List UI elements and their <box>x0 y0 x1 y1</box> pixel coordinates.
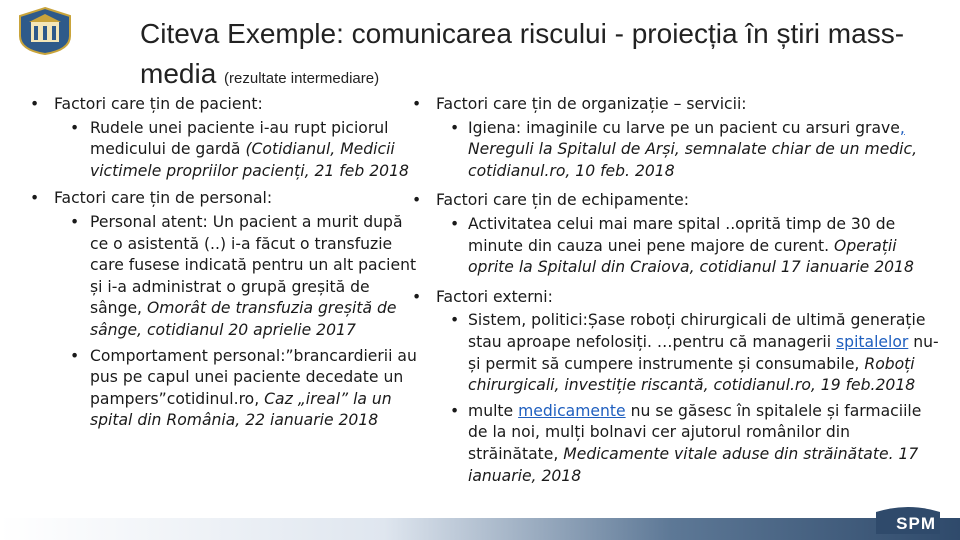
heading-organizatie: • Factori care țin de organizație – servicii: <box>412 94 942 116</box>
item-text-cont: nu se găsesc în spitalele și farmaciile de la noi, mulți bolnavi cer ajutorul românilor din străinătate, <box>468 401 922 463</box>
list-item <box>70 212 422 342</box>
item-source: Omorât de transfuzia greșită de sânge, cotidianul 20 aprielie 2017 <box>90 299 397 339</box>
list-item <box>70 346 422 432</box>
list-item <box>70 118 422 183</box>
heading-externi: • Factori externi: <box>412 287 942 309</box>
item-text: Rudele unei paciente i-au rupt piciorul medicului de gardă <box>90 118 389 159</box>
item-text: Sistem, politici:Șase roboți chirurgicali de ultimă generație stau aproape nefolosiți. …pentru că managerii <box>468 311 926 351</box>
item-punct: , <box>899 118 905 137</box>
section-externi <box>412 287 942 487</box>
heading-personal: • Factori care țin de personal: <box>30 188 422 210</box>
spm-logo-text: SPM <box>896 514 936 533</box>
item-text: Igiena: imaginile cu larve pe un pacient cu arsuri grave <box>468 118 900 137</box>
item-text: Comportament personal:”brancardierii au pus pe capul unei paciente decedate un pampers”cotidinul.ro, <box>90 346 417 408</box>
item-source: Medicamente vitale aduse din străinătate. 17 ianuarie, 2018 <box>468 444 919 485</box>
heading-echipamente: • Factori care țin de echipamente: <box>412 190 942 212</box>
item-text: Personal atent: Un pacient a murit după ce o asistentă (..) i-a făcut o transfuzie care fusese indicată pentru un alt pacient și i-a administrat o grupă greșită de sânge, <box>90 212 417 318</box>
item-text: multe <box>468 401 514 420</box>
item-source: (Cotidianul, Medicii victimele propriilor pacienți, 21 feb 2018 <box>90 140 409 180</box>
title-main: Citeva Exemple: comunicarea riscului - proiecția în știri mass-media <box>140 18 905 89</box>
title-sub: (rezultate intermediare) <box>224 70 380 87</box>
item-source: Caz „ireal” la un spital din România, 22 ianuarie 2018 <box>90 389 392 430</box>
section-personal <box>30 188 422 432</box>
link-spitalelor[interactable]: spitalelor <box>836 332 909 351</box>
section-echipamente <box>412 190 942 278</box>
list-item <box>450 214 942 279</box>
list-item <box>450 118 942 183</box>
item-source: Nereguli la Spitalul de Arși, semnalate chiar de un medic, cotidianul.ro, 10 feb. 2018 <box>468 140 918 180</box>
link-medicamente[interactable]: medicamente <box>518 401 626 420</box>
list-item <box>450 401 942 487</box>
institution-crest-icon <box>16 6 74 56</box>
footer-bar <box>0 518 960 540</box>
item-source: Roboți chirurgicali, investiție riscantă, cotidianul.ro, 19 feb.2018 <box>468 354 916 395</box>
list-item <box>450 310 942 396</box>
left-column <box>30 94 422 436</box>
item-text-cont: nu-și permit să cumpere instrumente și consumabile, <box>468 332 939 373</box>
page-title <box>140 14 940 99</box>
section-organizatie <box>412 94 942 182</box>
item-source: Operații oprite la Spitalul din Craiova, cotidianul 17 ianuarie 2018 <box>468 236 914 277</box>
section-pacient <box>30 94 422 182</box>
item-text: Activitatea celui mai mare spital ..oprită timp de 30 de minute din cauza unei pene majore de curent. <box>468 214 896 255</box>
heading-pacient: • Factori care țin de pacient: <box>30 94 422 116</box>
right-column <box>412 94 942 491</box>
